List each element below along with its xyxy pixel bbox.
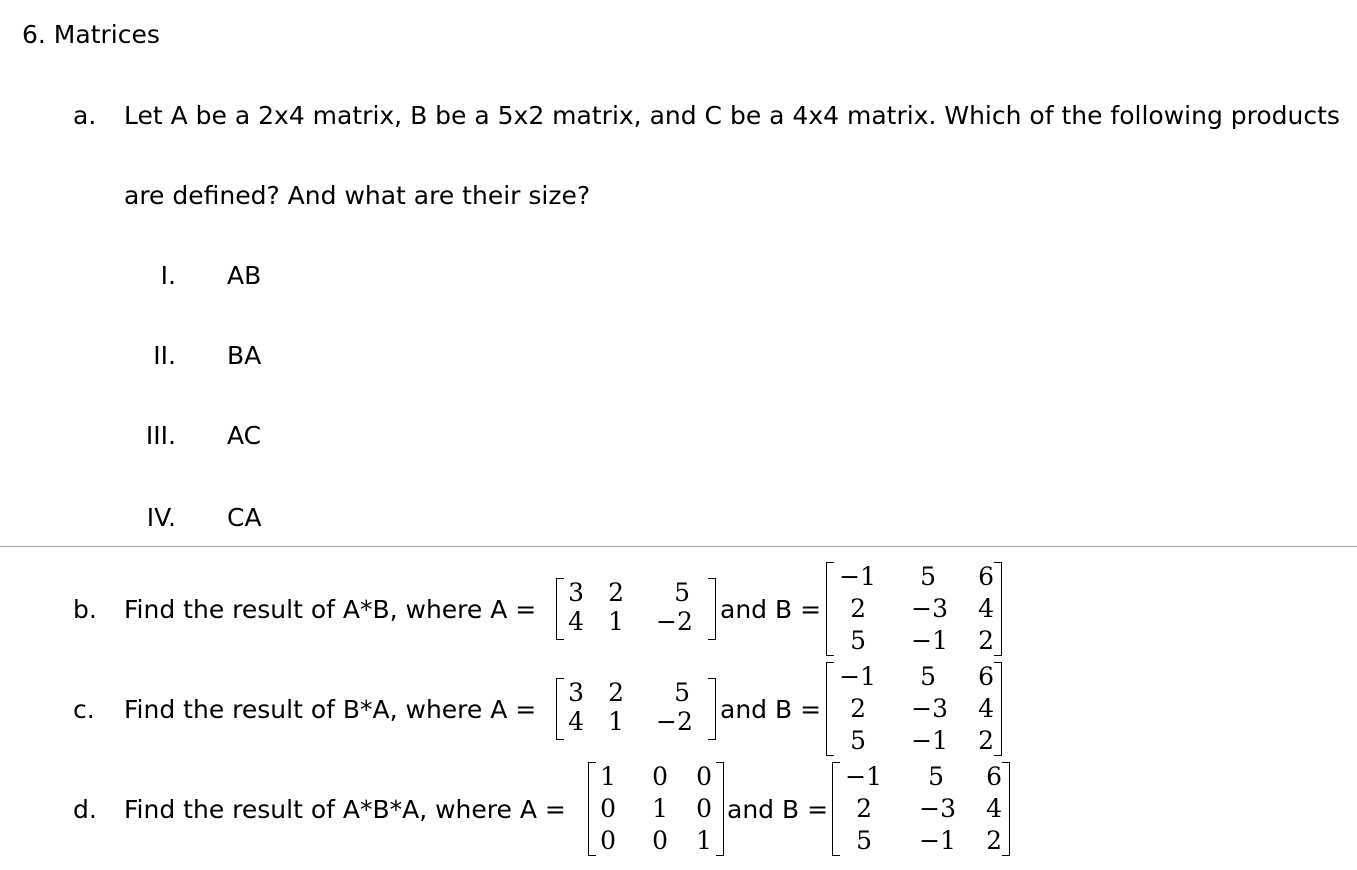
right-bracket	[1002, 762, 1010, 856]
matrix-cell: −1	[839, 662, 876, 691]
part-d-question: Find the result of A*B*A, where A =	[124, 795, 566, 824]
matrix-cell: 5	[928, 762, 944, 791]
part-d-marker: d.	[73, 795, 97, 824]
matrix-cell: 0	[696, 794, 712, 823]
matrix-cell: −3	[919, 794, 956, 823]
part-b-and-b: and B =	[720, 595, 822, 624]
matrix-cell: −1	[845, 762, 882, 791]
matrix-cell: 4	[978, 694, 994, 723]
matrix-cell: −1	[911, 626, 948, 655]
part-a-question-line2: are defined? And what are their size?	[124, 181, 591, 210]
right-bracket	[716, 762, 724, 856]
matrix-cell: 5	[920, 662, 936, 691]
matrix-cell: −2	[656, 707, 693, 736]
section-heading: 6. Matrices	[22, 20, 160, 49]
list-item-text-2: BA	[227, 341, 262, 370]
list-item-text-1: AB	[227, 261, 262, 290]
right-bracket	[994, 662, 1002, 756]
matrix-cell: 0	[600, 794, 616, 823]
part-a-marker: a.	[73, 101, 97, 130]
matrix-cell: 4	[986, 794, 1002, 823]
right-bracket	[994, 562, 1002, 656]
matrix-cell: 2	[850, 694, 866, 723]
matrix-cell: 2	[856, 794, 872, 823]
part-c-matrix-a	[556, 678, 716, 740]
part-c-and-b: and B =	[720, 695, 822, 724]
matrix-cell: 6	[986, 762, 1002, 791]
matrix-cell: 0	[600, 826, 616, 855]
matrix-cell: 0	[652, 762, 668, 791]
matrix-cell: 2	[608, 678, 624, 707]
part-b-question: Find the result of A*B, where A =	[124, 595, 537, 624]
matrix-cell: −1	[911, 726, 948, 755]
matrix-cell: 2	[608, 578, 624, 607]
matrix-cell: 1	[652, 794, 668, 823]
matrix-cell: 1	[696, 826, 712, 855]
matrix-cell: −2	[656, 607, 693, 636]
matrix-cell: 4	[978, 594, 994, 623]
matrix-cell: 0	[696, 762, 712, 791]
part-b-marker: b.	[73, 595, 97, 624]
matrix-cell: 4	[568, 607, 584, 636]
right-bracket	[708, 678, 716, 740]
left-bracket	[832, 762, 840, 856]
left-bracket	[826, 562, 834, 656]
matrix-cell: 6	[978, 662, 994, 691]
matrix-cell: 1	[600, 762, 616, 791]
list-item-numeral-4: IV.	[146, 503, 176, 532]
matrix-cell: 5	[674, 578, 690, 607]
matrix-cell: 5	[850, 726, 866, 755]
part-b-matrix-a	[556, 578, 716, 640]
list-item-text-4: CA	[227, 503, 262, 532]
matrix-cell: 3	[568, 678, 584, 707]
matrix-cell: 2	[978, 626, 994, 655]
part-d-and-b: and B =	[727, 795, 829, 824]
matrix-cell: 5	[850, 626, 866, 655]
matrix-cell: 1	[608, 707, 624, 736]
list-item-numeral-2: II.	[153, 341, 176, 370]
matrix-cell: 0	[652, 826, 668, 855]
matrix-cell: 3	[568, 578, 584, 607]
matrix-cell: 5	[920, 562, 936, 591]
list-item-text-3: AC	[227, 421, 262, 450]
matrix-cell: 6	[978, 562, 994, 591]
matrix-cell: −3	[911, 594, 948, 623]
matrix-cell: 5	[856, 826, 872, 855]
list-item-numeral-3: III.	[145, 421, 176, 450]
divider	[0, 546, 1357, 547]
part-d-matrix-a	[588, 762, 724, 856]
left-bracket	[826, 662, 834, 756]
matrix-cell: 2	[978, 726, 994, 755]
matrix-cell: −3	[911, 694, 948, 723]
part-d-matrix-b	[832, 762, 1010, 856]
matrix-cell: −1	[839, 562, 876, 591]
part-c-question: Find the result of B*A, where A =	[124, 695, 537, 724]
list-item-numeral-1: I.	[160, 261, 176, 290]
part-b-matrix-b	[826, 562, 1002, 656]
matrix-cell: 4	[568, 707, 584, 736]
part-a-question-line1: Let A be a 2x4 matrix, B be a 5x2 matrix, and C be a 4x4 matrix. Which of the following products	[124, 101, 1340, 130]
matrix-cell: 2	[986, 826, 1002, 855]
part-c-marker: c.	[73, 695, 95, 724]
matrix-cell: 2	[850, 594, 866, 623]
matrix-cell: 1	[608, 607, 624, 636]
matrix-cell: 5	[674, 678, 690, 707]
part-c-matrix-b	[826, 662, 1002, 756]
right-bracket	[708, 578, 716, 640]
matrix-cell: −1	[919, 826, 956, 855]
